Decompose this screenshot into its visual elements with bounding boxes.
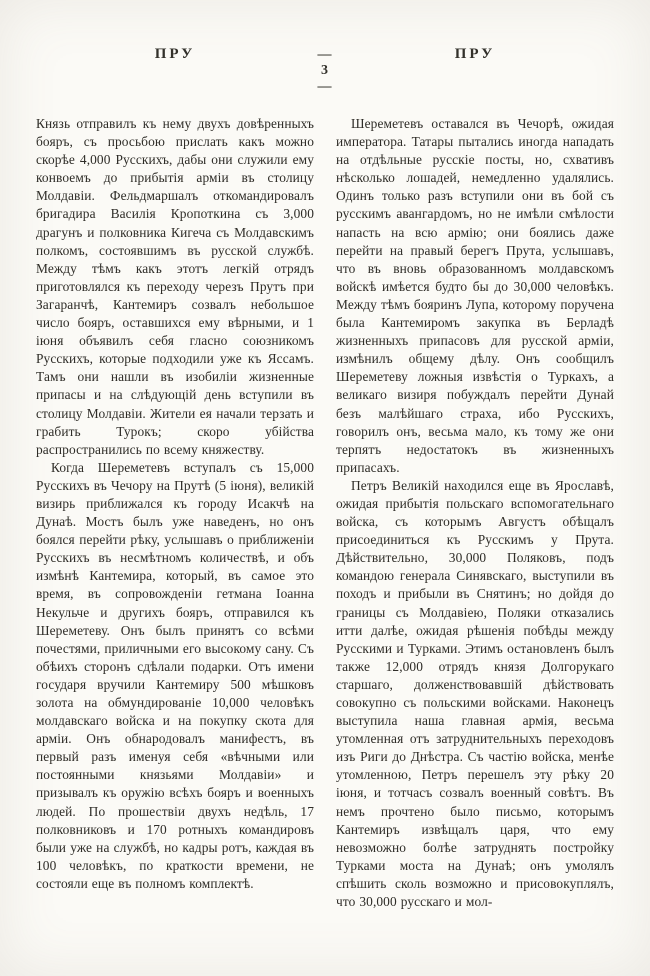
running-head-left: ПРУ	[154, 46, 196, 62]
paragraph: Шереметевъ оставался въ Чечорѣ, ожидая императора. Татары пытались иногда нападать на отдѣльные русскіе посты, но, схвативъ нѣсколько лошадей, немедленно удалялись. Одинъ только разъ вступили они въ бой съ русскимъ авангардомъ, но не имѣли смѣлости напасть на всю армію; они боялись даже перейти на правый берегъ Прута, услышавъ, что въ вновь образованномъ молдавскомъ войскѣ имѣется будто бы до 30,000 человѣкъ. Между тѣмъ бояринъ Лупа, которому поручена была Кантемиромъ закупка въ Берладѣ жизненныхъ припасовъ для русской арміи, измѣнилъ общему дѣлу. Онъ сообщилъ Шереметеву ложныя извѣстія о Туркахъ, а великаго визиря побуждалъ перейти Дунай безъ малѣйшаго страха, ибо Русскихъ, говорилъ онъ, весьма мало, къ тому же они терпятъ недостатокъ въ жизненныхъ припасахъ.	[336, 116, 614, 475]
running-head	[36, 46, 614, 95]
paragraph: Князь отправилъ къ нему двухъ довѣренныхъ бояръ, съ просьбою прислать какъ можно скорѣе 4,000 Русскихъ, дабы они служили ему конвоемъ до прибытія арміи въ столицу Молдавіи. Фельдмаршалъ откомандировалъ бригадира Василія Кропоткина съ 3,000 драгунъ и полковника Кигеча съ Молдавскимъ полкомъ, состоявшимъ въ русской службѣ. Между тѣмъ какъ этотъ легкій отрядъ приготовлялся къ переходу черезъ Прутъ при Загаранчѣ, Кантемиръ созвалъ небольшое число бояръ, оставшихся ему вѣрными, и 1 іюня объявилъ себя гласно союзникомъ Русскихъ, которые подходили уже къ Яссамъ. Тамъ они нашли въ изобиліи жизненные припасы и на слѣдующій день вступили въ столицу Молдавіи. Жители ея начали терзать и грабить Турокъ; скоро убійства распространились по всему княжеству.	[36, 116, 314, 457]
paragraph: Петръ Великій находился еще въ Ярославѣ, ожидая прибытія польскаго вспомогательнаго войска, съ которымъ Августъ обѣщалъ присоединиться къ Русскимъ у Прута. Дѣйствительно, 30,000 Поляковъ, подъ командою генерала Синявскаго, выступили въ походъ и прибыли въ Снятинъ; но дойдя до границы съ Молдавіею, Поляки отказались итти далѣе, ожидая рѣшенія побѣды между Русскими и Турками. Этимъ остановленъ былъ также 12,000 отрядъ князя Долгорукаго старшаго, долженствовавшій дѣйствовать совокупно съ польскими войсками. Наконецъ выступила наша главная армія, весьма утомленная отъ затруднительныхъ переходовъ изъ Риги до Днѣстра. Съ частію войска, менѣе утомленною, Петръ перешелъ эту рѣку 20 іюня, и тотчасъ созвалъ военный совѣтъ. Въ немъ прочтено было письмо, которымъ Кантемиръ извѣщалъ царя, что ему невозможно болѣе затруднять постройку Турками моста на Дунаѣ; онъ умолялъ спѣшить сколь возможно и присовокуплялъ, что 30,000 русскаго и мол-	[336, 477, 614, 910]
text-column-right	[336, 115, 614, 911]
page-number: — 3 —	[317, 47, 333, 94]
text-columns	[36, 115, 614, 911]
text-column-left	[36, 115, 314, 911]
running-head-right: ПРУ	[454, 46, 496, 62]
paragraph: Когда Шереметевъ вступалъ съ 15,000 Русскихъ въ Чечору на Прутѣ (5 іюня), великій визирь приближался къ городу Исакчѣ на Дунаѣ. Мостъ былъ уже наведенъ, но онъ боялся перейти рѣку, услышавъ о приближеніи Русскихъ въ несмѣтномъ количествѣ, и объ измѣнѣ Кантемира, который, въ самое это время, въ сопровожденіи гетмана Іоанна Некульче и другихъ бояръ, отправился къ Шереметеву. Онъ былъ принятъ со всѣми почестями, приличными его высокому сану. Съ обѣихъ сторонъ сдѣлали подарки. Отъ имени государя вручили Кантемиру 500 мѣшковъ золота на обмундированіе 10,000 человѣкъ молдавскаго войска и на покупку скота для арміи. Онъ обнародовалъ манифестъ, въ первый разъ именуя себя «вѣчными или постоянными князьями Молдавіи» и призывалъ къ оружію всѣхъ бояръ и военныхъ людей. По прошествіи двухъ недѣль, 17 полковниковъ и 170 ротныхъ командировъ были уже на службѣ, но кадры ротъ, каждая въ 100 человѣкъ, по краткости времени, не состояли еще въ полномъ комплектѣ.	[36, 459, 314, 891]
